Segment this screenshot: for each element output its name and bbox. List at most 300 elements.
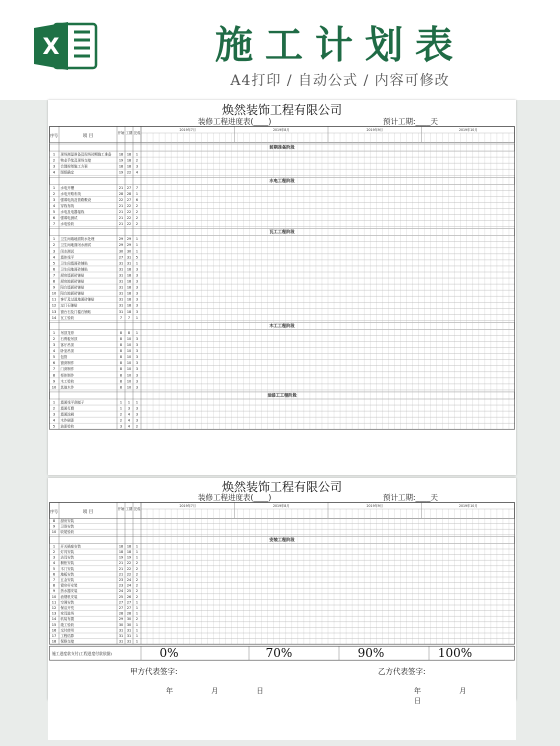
row-value: 18 bbox=[126, 550, 132, 554]
row-value: 22 bbox=[126, 170, 132, 175]
row-value: 24 bbox=[126, 583, 132, 588]
row-value: 3 bbox=[135, 355, 139, 360]
row-value: 18 bbox=[126, 285, 132, 290]
row-value: 22 bbox=[126, 222, 132, 227]
row-item: 厨房地面砖铺贴 bbox=[60, 279, 85, 284]
row-no: 8 bbox=[52, 279, 56, 284]
row-value: 29 bbox=[118, 237, 124, 242]
row-value: 27 bbox=[118, 600, 124, 605]
row-value: 26 bbox=[126, 594, 132, 599]
party-a-date: 年 月 日 bbox=[166, 687, 282, 695]
row-value: 1 bbox=[135, 330, 139, 335]
row-no: 8 bbox=[52, 583, 56, 588]
row-no: 4 bbox=[52, 561, 56, 566]
row-value: 31 bbox=[118, 628, 124, 633]
party-a-sign: 甲方代表签字: bbox=[130, 667, 178, 676]
row-item: 热水器安装 bbox=[60, 589, 78, 594]
header-day-col: 完成 bbox=[133, 131, 141, 135]
row-value: 3 bbox=[119, 424, 123, 429]
row-no: 4 bbox=[52, 255, 56, 260]
row-no: 5 bbox=[52, 209, 56, 214]
row-value: 3 bbox=[135, 309, 139, 314]
svg-text:X: X bbox=[42, 35, 60, 60]
row-no: 4 bbox=[52, 203, 56, 208]
row-item: 墙面涂刷 bbox=[60, 412, 75, 417]
row-value: 19 bbox=[118, 158, 124, 163]
row-value: 2 bbox=[135, 424, 139, 429]
row-item: 窗帘杆安装 bbox=[60, 583, 78, 588]
row-item: 地板安装 bbox=[60, 572, 75, 577]
row-item: 收尾验收 bbox=[60, 530, 75, 535]
row-no: 13 bbox=[51, 309, 57, 314]
row-value: 21 bbox=[118, 572, 124, 577]
header-day-col: 完成 bbox=[133, 507, 141, 511]
row-value: 3 bbox=[135, 406, 139, 411]
row-value: 2 bbox=[135, 561, 139, 566]
row-item: 强弱电测试 bbox=[60, 216, 78, 220]
row-value: 31 bbox=[118, 634, 124, 638]
row-value: 31 bbox=[118, 279, 124, 284]
row-value: 18 bbox=[126, 291, 132, 296]
row-value: 10 bbox=[126, 361, 132, 366]
row-value: 1 bbox=[135, 315, 139, 320]
payment-percent-0: 0% bbox=[159, 646, 179, 660]
row-item: 卫浴安装 bbox=[60, 524, 75, 529]
row-value: 8 bbox=[127, 330, 131, 335]
row-value: 2 bbox=[135, 209, 139, 214]
row-item: 橱柜安装 bbox=[60, 561, 75, 566]
row-no: 3 bbox=[52, 343, 56, 347]
row-value: 1 bbox=[135, 261, 139, 266]
row-no: 12 bbox=[51, 606, 57, 610]
month-label: 2019年9月 bbox=[366, 128, 384, 132]
row-value: 5 bbox=[135, 255, 139, 260]
row-value: 31 bbox=[126, 639, 132, 644]
row-no: 9 bbox=[52, 589, 56, 594]
header-no: 序号 bbox=[50, 133, 58, 138]
row-value: 22 bbox=[126, 216, 132, 220]
row-value: 27 bbox=[118, 606, 124, 610]
row-value: 28 bbox=[118, 611, 124, 616]
row-no: 3 bbox=[52, 164, 56, 169]
row-value: 31 bbox=[118, 309, 124, 314]
row-no: 13 bbox=[51, 611, 57, 616]
row-item: 合理规划施工方案 bbox=[60, 164, 88, 169]
row-item: 过门石铺贴 bbox=[60, 303, 78, 308]
row-value: 1 bbox=[135, 611, 139, 616]
row-value: 3 bbox=[135, 373, 139, 378]
row-value: 1 bbox=[135, 606, 139, 610]
row-item: 水电开槽 bbox=[60, 185, 75, 190]
section-title: 油漆工工程阶段 bbox=[267, 392, 297, 398]
row-value: 31 bbox=[118, 273, 124, 278]
row-value: 18 bbox=[126, 267, 132, 272]
row-value: 18 bbox=[118, 164, 124, 169]
row-item: 石膏板吊顶 bbox=[60, 336, 78, 341]
row-no: 8 bbox=[52, 373, 56, 378]
payment-percent-70: 70% bbox=[265, 646, 293, 660]
row-value: 1 bbox=[135, 628, 139, 633]
planned-duration-2: 预计工期:____天 bbox=[383, 493, 439, 502]
row-value: 31 bbox=[118, 297, 124, 302]
payment-percent-100: 100% bbox=[437, 646, 473, 660]
row-item: 开关插座安装 bbox=[60, 544, 81, 549]
row-no: 2 bbox=[52, 550, 56, 554]
row-item: 木作刷漆 bbox=[60, 418, 75, 423]
row-item: 强弱电线及管路敷设 bbox=[60, 197, 92, 202]
row-value: 22 bbox=[118, 197, 124, 202]
row-value: 2 bbox=[135, 589, 139, 594]
row-value: 22 bbox=[126, 203, 132, 208]
row-item: 空调安装 bbox=[60, 600, 75, 605]
row-value: 21 bbox=[118, 566, 124, 571]
row-value: 27 bbox=[118, 255, 124, 260]
schedule-sheet-2 bbox=[48, 478, 516, 700]
row-no: 1 bbox=[52, 544, 56, 549]
planned-duration: 预计工期:____天 bbox=[383, 117, 439, 126]
row-no: 6 bbox=[52, 361, 56, 366]
row-no: 1 bbox=[52, 237, 56, 242]
row-value: 3 bbox=[135, 267, 139, 272]
row-item: 厨房墙面砖铺贴 bbox=[60, 273, 85, 278]
row-value: 10 bbox=[126, 373, 132, 378]
schedule-subtitle: 装修工程进度表(____) bbox=[198, 117, 272, 126]
row-value: 10 bbox=[126, 343, 132, 347]
row-value: 29 bbox=[118, 617, 124, 622]
row-value: 1 bbox=[135, 622, 139, 627]
row-no: 3 bbox=[52, 555, 56, 560]
row-item: 灯具安装 bbox=[60, 550, 75, 554]
row-value: 24 bbox=[126, 578, 132, 582]
month-label: 2019年9月 bbox=[366, 504, 384, 508]
row-no: 10 bbox=[51, 385, 57, 390]
row-value: 2 bbox=[135, 594, 139, 599]
schedule-sheet-1 bbox=[48, 100, 516, 475]
row-value: 4 bbox=[127, 418, 131, 423]
page-subtitle: A4打印 / 自动公式 / 内容可修改 bbox=[230, 73, 450, 89]
row-no: 7 bbox=[52, 222, 56, 227]
row-value: 2 bbox=[135, 216, 139, 220]
row-item: 木门安装 bbox=[60, 566, 75, 571]
row-item: 吊顶龙骨 bbox=[60, 330, 75, 335]
row-value: 1 bbox=[127, 400, 131, 405]
row-value: 29 bbox=[126, 237, 132, 242]
row-value: 18 bbox=[118, 152, 124, 157]
row-no: 2 bbox=[52, 191, 56, 196]
row-value: 30 bbox=[126, 622, 132, 627]
row-value: 19 bbox=[118, 170, 124, 175]
row-value: 8 bbox=[119, 349, 123, 354]
section-title: 木工工程阶段 bbox=[269, 322, 295, 328]
row-value: 27 bbox=[126, 185, 132, 190]
row-value: 1 bbox=[135, 634, 139, 638]
row-value: 8 bbox=[119, 385, 123, 390]
row-no: 2 bbox=[52, 406, 56, 411]
row-item: 包管 bbox=[60, 355, 68, 360]
row-value: 1 bbox=[135, 555, 139, 560]
row-value: 18 bbox=[126, 544, 132, 549]
row-value: 10 bbox=[126, 336, 132, 341]
row-value: 1 bbox=[135, 544, 139, 549]
row-item: 窗台石及门槛石铺贴 bbox=[60, 309, 92, 314]
section-title: 瓦工工程阶段 bbox=[269, 229, 295, 235]
row-no: 5 bbox=[52, 566, 56, 571]
row-value: 30 bbox=[126, 617, 132, 622]
row-value: 2 bbox=[119, 412, 123, 417]
row-no: 6 bbox=[52, 267, 56, 272]
row-value: 21 bbox=[118, 209, 124, 214]
row-no: 16 bbox=[51, 628, 57, 633]
row-value: 31 bbox=[118, 267, 124, 272]
row-no: 10 bbox=[51, 594, 57, 599]
row-value: 24 bbox=[118, 589, 124, 594]
row-no: 5 bbox=[52, 355, 56, 360]
payment-label: 施工进度款支付(工程进度付款依据) bbox=[52, 651, 112, 657]
row-value: 3 bbox=[135, 297, 139, 302]
month-label: 2019年10月 bbox=[458, 504, 478, 508]
row-no: 6 bbox=[52, 216, 56, 220]
row-item: 图纸确定 bbox=[60, 170, 75, 175]
row-value: 2 bbox=[135, 617, 139, 622]
row-value: 8 bbox=[119, 367, 123, 372]
row-no: 8 bbox=[52, 519, 56, 523]
row-value: 3 bbox=[135, 349, 139, 354]
row-value: 30 bbox=[126, 249, 132, 254]
row-value: 3 bbox=[135, 412, 139, 417]
row-value: 1 bbox=[135, 400, 139, 405]
row-item: 竣工验收 bbox=[60, 622, 75, 627]
row-item: 木工验收 bbox=[60, 379, 75, 384]
row-no: 4 bbox=[52, 170, 56, 175]
row-value: 1 bbox=[135, 600, 139, 605]
row-no: 9 bbox=[52, 285, 56, 290]
row-value: 31 bbox=[118, 261, 124, 266]
row-value: 8 bbox=[119, 330, 123, 335]
row-value: 1 bbox=[135, 249, 139, 254]
row-no: 7 bbox=[52, 273, 56, 278]
row-value: 2 bbox=[135, 222, 139, 227]
row-item: 水电开路布线 bbox=[60, 191, 81, 196]
row-value: 4 bbox=[127, 412, 131, 417]
row-value: 10 bbox=[126, 355, 132, 360]
row-value: 3 bbox=[127, 406, 131, 411]
schedule-grid-1 bbox=[49, 126, 515, 471]
row-value: 22 bbox=[126, 209, 132, 214]
row-item: 物业手续及现场交接 bbox=[60, 158, 92, 163]
row-item: 软装布置 bbox=[60, 617, 75, 622]
row-value: 7 bbox=[127, 315, 131, 320]
row-item: 五金安装 bbox=[60, 578, 75, 582]
row-value: 21 bbox=[118, 561, 124, 566]
row-value: 21 bbox=[118, 222, 124, 227]
row-item: 水电及电器接线 bbox=[60, 209, 85, 214]
schedule-grid-2 bbox=[49, 502, 515, 698]
row-no: 11 bbox=[51, 297, 57, 302]
row-no: 3 bbox=[52, 249, 56, 254]
row-no: 2 bbox=[52, 158, 56, 163]
party-b-date: 年 月 日 bbox=[414, 687, 485, 705]
row-value: 22 bbox=[126, 572, 132, 577]
row-value: 31 bbox=[118, 285, 124, 290]
row-value: 18 bbox=[126, 303, 132, 308]
row-value: 8 bbox=[119, 379, 123, 384]
header-item: 项 目 bbox=[82, 134, 94, 139]
section-title: 前期准备阶段 bbox=[269, 144, 295, 150]
row-value: 27 bbox=[126, 197, 132, 202]
header-item: 项 目 bbox=[82, 510, 94, 515]
row-item: 墙面找平刮腻子 bbox=[60, 400, 85, 405]
row-value: 3 bbox=[135, 303, 139, 308]
row-item: 卧室吊顶 bbox=[60, 349, 75, 354]
row-value: 21 bbox=[118, 203, 124, 208]
banner bbox=[0, 0, 560, 100]
row-value: 23 bbox=[118, 583, 124, 588]
row-value: 27 bbox=[126, 606, 132, 610]
row-value: 3 bbox=[135, 361, 139, 366]
row-value: 1 bbox=[135, 639, 139, 644]
row-value: 18 bbox=[118, 550, 124, 554]
row-no: 9 bbox=[52, 524, 56, 529]
row-no: 18 bbox=[51, 639, 57, 644]
row-no: 10 bbox=[51, 291, 57, 296]
row-item: 客厅及过道地面砖铺贴 bbox=[60, 297, 95, 302]
row-value: 2 bbox=[135, 583, 139, 588]
month-label: 2019年10月 bbox=[458, 128, 478, 132]
row-value: 1 bbox=[135, 243, 139, 248]
row-value: 3 bbox=[135, 385, 139, 390]
row-no: 5 bbox=[52, 261, 56, 266]
row-value: 18 bbox=[118, 544, 124, 549]
row-value: 30 bbox=[118, 622, 124, 627]
row-value: 2 bbox=[135, 572, 139, 577]
row-item: 墙面打磨 bbox=[60, 406, 75, 411]
row-value: 10 bbox=[126, 349, 132, 354]
row-value: 30 bbox=[118, 249, 124, 254]
month-label: 2019年7月 bbox=[179, 504, 197, 508]
row-value: 1 bbox=[119, 406, 123, 411]
row-value: 10 bbox=[126, 379, 132, 384]
row-value: 3 bbox=[135, 273, 139, 278]
row-item: 家具进场 bbox=[60, 611, 75, 616]
row-value: 10 bbox=[126, 385, 132, 390]
row-item: 瓦工验收 bbox=[60, 315, 75, 320]
row-item: 卫生间地面砖铺贴 bbox=[60, 267, 88, 272]
row-value: 18 bbox=[126, 152, 132, 157]
row-no: 2 bbox=[52, 243, 56, 248]
row-value: 2 bbox=[119, 418, 123, 423]
header-day-col: 工期 bbox=[125, 131, 133, 135]
row-value: 18 bbox=[126, 158, 132, 163]
row-value: 31 bbox=[126, 255, 132, 260]
row-value: 1 bbox=[135, 152, 139, 157]
row-no: 17 bbox=[51, 634, 57, 638]
row-value: 3 bbox=[135, 379, 139, 384]
row-item: 厨房安装 bbox=[60, 519, 75, 523]
row-item: 油烟机安装 bbox=[60, 594, 78, 599]
row-value: 22 bbox=[126, 561, 132, 566]
row-item: 工程结算 bbox=[60, 634, 75, 638]
row-value: 29 bbox=[118, 243, 124, 248]
row-value: 3 bbox=[135, 336, 139, 341]
row-value: 18 bbox=[126, 279, 132, 284]
row-item: 交付使用 bbox=[60, 628, 75, 633]
row-no: 1 bbox=[52, 185, 56, 190]
row-value: 8 bbox=[119, 373, 123, 378]
row-no: 4 bbox=[52, 418, 56, 423]
section-title: 安装工程阶段 bbox=[269, 536, 295, 542]
row-no: 7 bbox=[52, 367, 56, 372]
row-item: 墙体找平 bbox=[60, 255, 75, 260]
row-value: 18 bbox=[126, 273, 132, 278]
row-item: 柜体制作 bbox=[60, 373, 75, 378]
row-item: 卫生间墙面砖铺贴 bbox=[60, 261, 88, 266]
row-value: 3 bbox=[135, 418, 139, 423]
row-value: 18 bbox=[126, 164, 132, 169]
row-value: 6 bbox=[135, 197, 139, 202]
row-no: 1 bbox=[52, 152, 56, 157]
signature-area bbox=[48, 667, 516, 740]
row-value: 8 bbox=[119, 361, 123, 366]
row-item: 洁具安装 bbox=[60, 555, 75, 560]
row-no: 2 bbox=[52, 336, 56, 341]
row-value: 7 bbox=[119, 315, 123, 320]
row-value: 4 bbox=[127, 424, 131, 429]
row-value: 23 bbox=[118, 578, 124, 582]
row-value: 3 bbox=[135, 343, 139, 347]
row-item: 保修交接 bbox=[60, 639, 75, 644]
header-no: 序号 bbox=[50, 509, 58, 514]
row-value: 22 bbox=[126, 566, 132, 571]
company-name-2: 焕然装饰工程有限公司 bbox=[221, 480, 342, 494]
row-value: 3 bbox=[135, 367, 139, 372]
row-value: 28 bbox=[126, 191, 132, 196]
row-value: 1 bbox=[135, 191, 139, 196]
row-no: 15 bbox=[51, 622, 57, 627]
row-item: 门套制作 bbox=[60, 367, 75, 372]
row-value: 2 bbox=[135, 578, 139, 582]
row-value: 7 bbox=[135, 185, 139, 190]
row-value: 3 bbox=[135, 285, 139, 290]
row-value: 28 bbox=[118, 191, 124, 196]
schedule-subtitle-2: 装修工程进度表(____) bbox=[198, 493, 272, 502]
row-no: 3 bbox=[52, 197, 56, 202]
row-item: 窗套制作 bbox=[60, 361, 75, 366]
month-label: 2019年8月 bbox=[272, 128, 290, 132]
row-item: 油漆验收 bbox=[60, 424, 75, 429]
payment-percent-90: 90% bbox=[357, 646, 385, 660]
row-value: 25 bbox=[118, 594, 124, 599]
month-label: 2019年7月 bbox=[179, 128, 197, 132]
row-no: 11 bbox=[51, 600, 57, 605]
row-no: 6 bbox=[52, 572, 56, 577]
row-item: 保洁开荒 bbox=[60, 606, 75, 610]
row-no: 1 bbox=[52, 330, 56, 335]
row-item: 穿线布线 bbox=[60, 203, 75, 208]
row-value: 31 bbox=[118, 291, 124, 296]
company-name: 焕然装饰工程有限公司 bbox=[221, 103, 342, 117]
row-value: 3 bbox=[135, 279, 139, 284]
row-value: 4 bbox=[135, 170, 139, 175]
row-value: 29 bbox=[126, 243, 132, 248]
header-day-col: 开始 bbox=[117, 131, 125, 135]
header-day-col: 工期 bbox=[125, 507, 133, 511]
row-value: 2 bbox=[135, 566, 139, 571]
row-value: 8 bbox=[119, 355, 123, 360]
row-no: 14 bbox=[51, 315, 57, 320]
row-no: 14 bbox=[51, 617, 57, 622]
row-value: 8 bbox=[119, 343, 123, 347]
row-value: 21 bbox=[118, 216, 124, 220]
